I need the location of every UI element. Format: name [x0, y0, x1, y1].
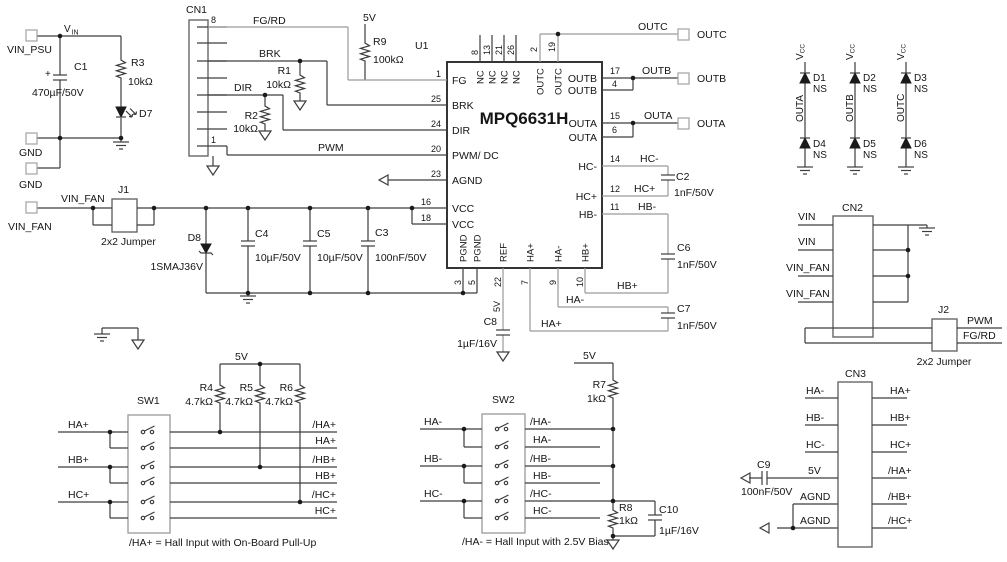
rail-vcc: [795, 44, 807, 60]
capacitor-C4: [241, 241, 255, 246]
pin-number: 18: [420, 213, 431, 223]
arrow-ground-icon: [132, 340, 144, 349]
value-R7: 1kΩ: [587, 393, 606, 405]
net-label: HA+: [541, 318, 562, 330]
resistor-R1: [296, 72, 305, 96]
pin-number: 25: [430, 94, 441, 104]
pin-number: 6: [612, 125, 618, 135]
rail-vcc: [896, 44, 908, 60]
pin-name: PGND: [458, 234, 470, 262]
net-label: HC+: [68, 489, 90, 501]
net-label: /HC-: [530, 488, 552, 500]
value-D8: 1SMAJ36V: [150, 261, 203, 273]
pin-number: 3: [453, 279, 463, 285]
connector-boxes: [112, 20, 957, 547]
ref-D7: D7: [139, 108, 153, 120]
resistor-R6: [296, 382, 305, 406]
net-label: DIR: [234, 82, 253, 94]
pin-number: 7: [520, 279, 530, 285]
net-label: HA-: [424, 416, 443, 428]
pin-name: HB-: [578, 209, 597, 221]
pin-name: NC: [499, 70, 511, 84]
ref-R5: R5: [239, 382, 253, 394]
net-label: OUTA: [795, 94, 806, 122]
polarity-plus: +: [45, 69, 51, 80]
diode-D2: [850, 73, 860, 83]
net-label: FG/RD: [253, 15, 286, 27]
pin-label: HB-: [806, 412, 825, 424]
pin-label: VIN: [798, 236, 816, 248]
pin-name: OUTC: [553, 68, 565, 95]
resistor-R9: [361, 40, 370, 64]
pin-label: HA-: [806, 385, 825, 397]
value-C6: 1nF/50V: [677, 259, 717, 271]
pin-number: 17: [610, 66, 621, 76]
cn2-connector-body: [833, 216, 873, 337]
pin-label: AGND: [800, 491, 831, 503]
pad-label: GND: [19, 179, 43, 191]
ref-SW1: SW1: [137, 395, 160, 407]
capacitor-C6: [661, 254, 675, 259]
tvs-diode-D8: [199, 244, 213, 255]
value-C3: 100nF/50V: [375, 252, 427, 264]
caption-sw2: /HA- = Hall Input with 2.5V Bias: [462, 536, 609, 548]
value-R2: 10kΩ: [233, 123, 258, 135]
value-ns: NS: [813, 150, 827, 161]
resistor-R4: [216, 382, 225, 406]
ref-R9: R9: [373, 36, 387, 48]
pin-name: OUTB: [567, 85, 597, 97]
netflag-icon: [741, 473, 750, 483]
pin-name: FG: [452, 75, 467, 87]
pin-name: AGND: [452, 175, 483, 187]
pin-number: 9: [548, 279, 558, 285]
net-label: BRK: [259, 48, 281, 60]
arrow-ground-icon: [259, 131, 271, 140]
pin-number: 11: [610, 202, 620, 212]
net-label: HB+: [68, 454, 89, 466]
pin-name: HB+: [580, 243, 592, 262]
pin-number: 13: [482, 44, 492, 55]
value-J2: 2x2 Jumper: [916, 356, 972, 368]
earth-ground-icon: [797, 167, 813, 174]
pin-label: /HB+: [888, 491, 912, 503]
pin-number: 4: [612, 79, 618, 89]
led-D7: [116, 107, 137, 117]
capacitor-C8: [496, 330, 510, 335]
net-label: OUTC: [638, 21, 668, 33]
net-label: HC+: [634, 183, 656, 195]
ref-J1: J1: [118, 184, 130, 196]
net-label: HC-: [533, 505, 552, 517]
ref-D3: D3: [914, 73, 927, 84]
pin-label: HA+: [890, 385, 911, 397]
rail-5v: 5V: [583, 350, 596, 362]
part-number: MPQ6631H: [479, 109, 569, 128]
ref-D5: D5: [863, 139, 876, 150]
pad-outc: [678, 29, 689, 40]
net-label-vin-sub: IN: [71, 29, 79, 37]
pin-label: HC+: [890, 439, 912, 451]
net-label: /HA+: [312, 419, 336, 431]
pin-name: REF: [498, 243, 510, 262]
pin-label: VIN_FAN: [786, 262, 830, 274]
pin-name: OUTA: [568, 118, 597, 130]
net-label: FG/RD: [963, 330, 996, 342]
pad-outa: [678, 118, 689, 129]
value-R5: 4.7kΩ: [225, 396, 253, 408]
pin-name: NC: [487, 70, 499, 84]
vcc-sub: CC: [849, 43, 857, 54]
ref-R4: R4: [199, 382, 213, 394]
value-ns: NS: [914, 150, 928, 161]
pin-number: 8: [470, 49, 480, 55]
ref-C7: C7: [677, 303, 691, 315]
pin-number: 2: [529, 46, 539, 52]
value-C2: 1nF/50V: [674, 187, 714, 199]
net-label-5v: 5V: [492, 300, 502, 312]
ref-R2: R2: [244, 110, 258, 122]
net-label: HA+: [315, 435, 336, 447]
vcc-main: V: [896, 53, 907, 60]
vcc-main: V: [845, 53, 856, 60]
pin-number: 19: [547, 41, 557, 52]
net-label: OUTB: [642, 65, 672, 77]
pin-name: OUTA: [568, 132, 597, 144]
net-label: HB+: [617, 280, 638, 292]
ref-D8: D8: [187, 232, 201, 244]
pin-name: VCC: [452, 219, 475, 231]
arrow-ground-icon: [497, 352, 509, 361]
net-label: HB-: [638, 201, 657, 213]
net-label: OUTA: [644, 110, 673, 122]
value-C1: 470µF/50V: [32, 87, 84, 99]
pin-name: OUTB: [567, 73, 597, 85]
diode-D1: [800, 73, 810, 83]
value-C4: 10µF/50V: [255, 252, 301, 264]
net-label: OUTB: [845, 94, 856, 122]
pin-label: HB+: [890, 412, 911, 424]
ref-R1: R1: [277, 65, 291, 77]
pad-vin-psu: [26, 30, 37, 41]
pin-label: VIN_FAN: [786, 288, 830, 300]
value-C10: 1µF/16V: [659, 525, 699, 537]
diode-D5: [850, 138, 860, 148]
pin-number: 21: [494, 44, 504, 55]
vcc-sub: CC: [799, 43, 807, 54]
resistor-R3: [117, 57, 126, 81]
pin-label: HC-: [806, 439, 825, 451]
ref-SW2: SW2: [492, 394, 515, 406]
value-J1: 2x2 Jumper: [101, 236, 156, 248]
ref-R6: R6: [279, 382, 293, 394]
pin-name: NC: [475, 70, 487, 84]
vcc-sub: CC: [900, 43, 908, 54]
diode-D3: [901, 73, 911, 83]
earth-ground-icon: [240, 296, 256, 303]
net-label: HC-: [424, 488, 443, 500]
pin-name: PGND: [472, 234, 484, 262]
ref-C9: C9: [757, 459, 771, 471]
pad-gnd-1: [26, 133, 37, 144]
net-label: /HC+: [311, 489, 336, 501]
net-label: /HA-: [530, 416, 551, 428]
pin-name: HA+: [525, 243, 537, 262]
net-label: PWM: [318, 142, 344, 154]
pin-name: HC-: [578, 161, 597, 173]
ref-D2: D2: [863, 73, 876, 84]
value-ns: NS: [863, 150, 877, 161]
pad-label: VIN_PSU: [7, 44, 52, 56]
net-label: PWM: [967, 315, 993, 327]
earth-ground-icon: [113, 142, 129, 149]
pad-outb: [678, 73, 689, 84]
j1-jumper-body: [112, 199, 137, 232]
resistor-R7: [609, 377, 618, 401]
ref-CN1: CN1: [186, 4, 208, 16]
value-R1: 10kΩ: [266, 79, 291, 91]
arrow-ground-icon: [207, 166, 219, 175]
pin-label: /HC+: [888, 515, 913, 527]
value-ns: NS: [813, 84, 827, 95]
ref-C6: C6: [677, 242, 691, 254]
ref-CN3: CN3: [845, 368, 867, 380]
pin-number: 16: [420, 197, 431, 207]
ref-U1: U1: [415, 40, 429, 52]
pin-number: 12: [610, 184, 621, 194]
value-R3: 10kΩ: [128, 76, 153, 88]
capacitor-C3: [361, 241, 375, 246]
value-C8: 1µF/16V: [457, 338, 497, 350]
earth-ground-icon: [919, 228, 935, 235]
ref-D4: D4: [813, 139, 826, 150]
pin-name: NC: [511, 70, 523, 84]
pin-number: 5: [467, 279, 477, 285]
resistor-R2: [261, 103, 270, 127]
vcc-main: V: [795, 53, 806, 60]
net-label: HA-: [533, 434, 552, 446]
ref-R7: R7: [592, 379, 606, 391]
pin-name: VCC: [452, 203, 475, 215]
net-label: HA+: [68, 419, 89, 431]
value-C5: 10µF/50V: [317, 252, 363, 264]
net-label: /HB-: [530, 453, 551, 465]
ref-C4: C4: [255, 228, 269, 240]
cn3-connector-body: [838, 382, 872, 547]
net-label: HC-: [640, 153, 659, 165]
ref-C5: C5: [317, 228, 331, 240]
ref-CN2: CN2: [842, 202, 864, 214]
cn1-connector-body: [189, 20, 208, 156]
pin-number: 14: [610, 154, 621, 164]
ref-D6: D6: [914, 139, 927, 150]
rail-vcc: [845, 44, 857, 60]
agnd-netflag-icon: [379, 175, 388, 185]
value-R4: 4.7kΩ: [185, 396, 213, 408]
ref-D1: D1: [813, 73, 826, 84]
pin-label: 5V: [808, 465, 821, 477]
pad-label: GND: [19, 147, 43, 159]
value-R6: 4.7kΩ: [265, 396, 293, 408]
ref-C8: C8: [483, 316, 497, 328]
pin-number: 10: [575, 276, 585, 287]
value-ns: NS: [914, 84, 928, 95]
pin-name: OUTC: [535, 68, 547, 95]
arrow-ground-icon: [294, 101, 306, 110]
cn1-pin8: 8: [211, 15, 217, 25]
earth-ground-icon: [94, 334, 110, 341]
j2-jumper-body: [932, 319, 957, 351]
value-R8: 1kΩ: [619, 515, 638, 527]
pad-gnd-2: [26, 163, 37, 174]
ref-R8: R8: [619, 502, 633, 514]
net-label-vin: V: [64, 24, 71, 35]
capacitor-C5: [303, 241, 317, 246]
pin-name: HC+: [575, 191, 597, 203]
net-label: /HB+: [312, 454, 336, 466]
capacitor-C9: [762, 471, 767, 485]
ref-C1: C1: [74, 61, 88, 73]
pin-label: AGND: [800, 515, 831, 527]
pin-number: 1: [435, 69, 441, 79]
pad-label: VIN_FAN: [8, 221, 52, 233]
pin-number: 26: [506, 44, 516, 55]
pin-name: BRK: [452, 100, 474, 112]
value-C9: 100nF/50V: [741, 486, 793, 498]
capacitor-C1: [53, 75, 67, 80]
value-R9: 100kΩ: [373, 54, 404, 66]
pad-label: OUTC: [697, 29, 727, 41]
pin-number: 22: [493, 276, 503, 287]
value-C7: 1nF/50V: [677, 320, 717, 332]
diode-D4: [800, 138, 810, 148]
net-label: VIN_FAN: [61, 193, 105, 205]
ref-C3: C3: [375, 227, 389, 239]
earth-ground-icon: [847, 167, 863, 174]
ref-C10: C10: [659, 504, 679, 516]
value-ns: NS: [863, 84, 877, 95]
net-label: OUTC: [896, 93, 907, 122]
rail-5v: 5V: [235, 351, 248, 363]
pad-vin-fan: [26, 202, 37, 213]
cn1-pin1: 1: [211, 135, 217, 145]
pin-number: 20: [430, 144, 441, 154]
earth-ground-icon: [898, 167, 914, 174]
pin-name: PWM/ DC: [452, 150, 499, 162]
caption-sw1: /HA+ = Hall Input with On-Board Pull-Up: [129, 537, 317, 549]
pin-number: 24: [430, 119, 441, 129]
pad-label: OUTB: [697, 73, 727, 85]
resistor-R8: [609, 507, 618, 531]
capacitor-C7: [661, 313, 675, 318]
ref-R3: R3: [131, 57, 145, 69]
ref-C2: C2: [676, 171, 690, 183]
arrow-ground-icon: [607, 540, 619, 549]
pin-label: /HA+: [888, 465, 912, 477]
resistor-R5: [256, 382, 265, 406]
rail-5v: 5V: [363, 12, 376, 24]
capacitor-C2: [661, 175, 675, 180]
pad-label: OUTA: [697, 118, 726, 130]
agnd-netflag-icon: [760, 523, 769, 533]
diode-D6: [901, 138, 911, 148]
pin-number: 23: [430, 169, 441, 179]
pin-label: VIN: [798, 211, 816, 223]
net-label: HB+: [315, 470, 336, 482]
pin-number: 15: [610, 111, 621, 121]
pin-name: DIR: [452, 125, 471, 137]
net-label: HB-: [533, 470, 552, 482]
ref-J2: J2: [938, 304, 950, 316]
net-label: HB-: [424, 453, 443, 465]
net-label: HA-: [566, 294, 585, 306]
pin-name: HA-: [553, 245, 565, 262]
net-label: HC+: [314, 505, 336, 517]
